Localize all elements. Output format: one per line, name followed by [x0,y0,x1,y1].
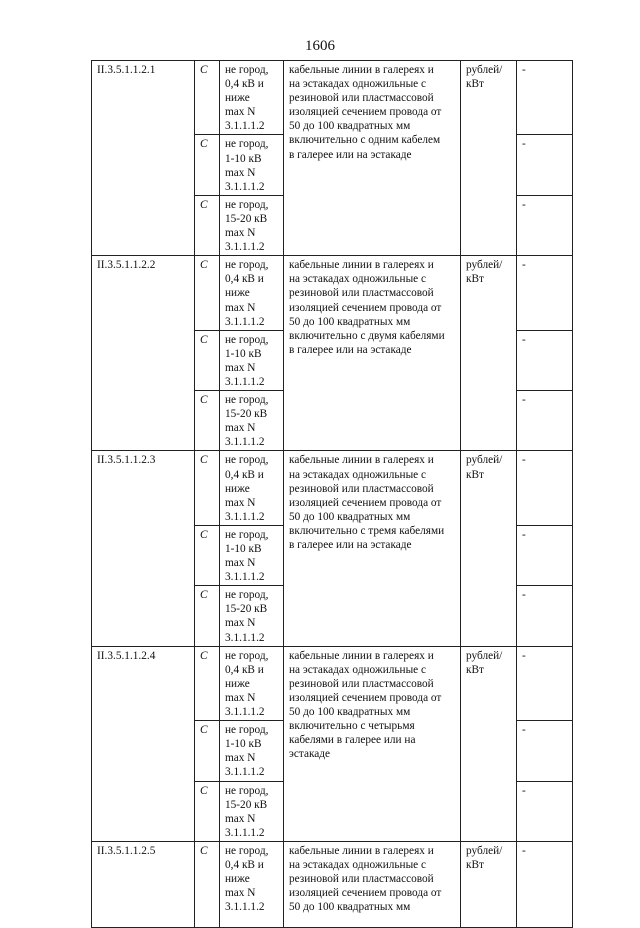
condition-line: 0,4 кВ и [225,273,264,286]
description-cell [284,451,461,646]
description-line: кабелями в галерее или на [289,734,416,747]
condition-line: 0,4 кВ и [225,468,264,481]
table-row [92,451,573,525]
condition-line: 15-20 кВ [225,603,268,616]
condition-line: не город, [225,844,269,857]
condition-line: 0,4 кВ и [225,663,264,676]
description-cell [284,61,461,256]
description-line: на эстакадах одножильные с [289,78,427,91]
category-mark: С [195,781,220,841]
condition-line: ниже [225,873,250,886]
condition-line: 1-10 кВ [225,152,262,165]
condition-line: 15-20 кВ [225,408,268,421]
item-code: II.3.5.1.1.2.4 [92,646,195,841]
condition-line: 1-10 кВ [225,738,262,751]
condition-line: не город, [225,259,269,272]
unit-line: рублей/ [466,259,503,272]
unit-cell [461,646,517,841]
condition-line: max N [225,166,256,179]
condition-cell [220,391,284,451]
description-line: резиновой или пластмассовой [289,873,434,886]
description-line: на эстакадах одножильные с [289,468,427,481]
condition-line: 0,4 кВ и [225,78,264,91]
unit-cell [461,61,517,256]
description-line: изоляцией сечением провода от [289,691,442,704]
description-line: на эстакадах одножильные с [289,273,427,286]
condition-line: max N [225,361,256,374]
value-cell: - [517,61,573,135]
description-line: в галерее или на эстакаде [289,343,412,356]
condition-line: max N [225,301,256,314]
condition-line: 15-20 кВ [225,212,268,225]
description-line: 50 до 100 квадратных мм [289,706,411,719]
table-row [92,841,573,927]
description-line: 50 до 100 квадратных мм [289,120,411,133]
condition-cell [220,330,284,390]
value-cell: - [517,781,573,841]
value-cell: - [517,451,573,525]
value-cell: - [517,256,573,330]
description-line: включительно с четырьмя [289,720,415,733]
unit-cell [461,841,517,927]
condition-line: 15-20 кВ [225,798,268,811]
condition-line: 3.1.1.1.2 [225,510,265,523]
category-mark: С [195,391,220,451]
table-row [92,256,573,330]
condition-cell [220,195,284,255]
condition-line: 1-10 кВ [225,543,262,555]
description-line: 50 до 100 квадратных мм [289,510,411,523]
category-mark: С [195,330,220,390]
value-cell: - [517,195,573,255]
condition-line: не город, [225,649,269,662]
description-line: резиновой или пластмассовой [289,92,434,105]
condition-line: не город, [225,589,269,602]
description-line: резиновой или пластмассовой [289,677,434,690]
value-cell: - [517,135,573,195]
description-line: кабельные линии в галереях и [289,649,434,662]
description-line: изоляцией сечением провода от [289,496,442,509]
description-line: включительно с одним кабелем [289,134,441,147]
condition-cell [220,646,284,720]
value-cell: - [517,525,573,585]
unit-line: рублей/ [466,649,503,662]
condition-cell [220,721,284,781]
category-mark: С [195,646,220,720]
condition-line: max N [225,106,256,119]
condition-cell [220,781,284,841]
description-cell [284,841,461,927]
description-line: на эстакадах одножильные с [289,663,427,676]
condition-line: max N [225,557,256,570]
category-mark: С [195,586,220,646]
condition-cell [220,525,284,585]
description-line: изоляцией сечением провода от [289,301,442,314]
condition-line: max N [225,887,256,900]
page-number: 1606 [305,38,335,54]
category-mark: С [195,195,220,255]
condition-line: ниже [225,92,250,105]
unit-line: рублей/ [466,454,503,467]
description-line: включительно с двумя кабелями [289,329,445,342]
condition-line: 3.1.1.1.2 [225,315,265,328]
description-line: резиновой или пластмассовой [289,482,434,495]
tariff-table [91,60,573,928]
unit-line: кВт [466,468,484,481]
description-line: 50 до 100 квадратных мм [289,901,411,914]
unit-cell [461,256,517,451]
value-cell: - [517,841,573,927]
condition-cell [220,841,284,927]
condition-line: 3.1.1.1.2 [225,826,265,839]
condition-line: max N [225,691,256,704]
description-line: кабельные линии в галереях и [289,844,434,857]
condition-line: 3.1.1.1.2 [225,766,265,779]
condition-line: 0,4 кВ и [225,858,264,871]
item-code: II.3.5.1.1.2.5 [92,841,195,927]
value-cell: - [517,330,573,390]
table-row [92,61,573,135]
condition-line: не город, [225,454,269,467]
item-code: II.3.5.1.1.2.2 [92,256,195,451]
description-line: в галерее или на эстакаде [289,148,412,161]
condition-line: max N [225,496,256,509]
category-mark: С [195,721,220,781]
description-line: в галерее или на эстакаде [289,539,412,551]
condition-line: 1-10 кВ [225,347,262,360]
condition-line: не город, [225,724,269,737]
condition-line: 3.1.1.1.2 [225,571,265,584]
condition-line: 3.1.1.1.2 [225,631,265,644]
condition-cell [220,586,284,646]
table-body [92,61,573,928]
description-line: кабельные линии в галереях и [289,259,434,272]
value-cell: - [517,586,573,646]
item-code: II.3.5.1.1.2.3 [92,451,195,646]
condition-line: max N [225,812,256,825]
condition-line: max N [225,422,256,435]
unit-line: кВт [466,78,484,91]
condition-line: ниже [225,287,250,300]
category-mark: С [195,525,220,585]
unit-line: кВт [466,663,484,676]
condition-line: ниже [225,677,250,690]
condition-line: max N [225,617,256,630]
condition-line: не город, [225,333,269,346]
condition-line: 3.1.1.1.2 [225,120,265,133]
value-cell: - [517,646,573,720]
condition-cell [220,135,284,195]
condition-line: не город, [225,394,269,407]
unit-cell [461,451,517,646]
description-line: резиновой или пластмассовой [289,287,434,300]
condition-line: 3.1.1.1.2 [225,241,265,254]
description-line: изоляцией сечением провода от [289,106,442,119]
condition-cell [220,256,284,330]
condition-cell [220,451,284,525]
description-line: эстакаде [289,748,331,761]
condition-line: 3.1.1.1.2 [225,180,265,193]
description-cell [284,256,461,451]
condition-line: max N [225,227,256,240]
description-line: кабельные линии в галереях и [289,454,434,467]
category-mark: С [195,451,220,525]
unit-line: кВт [466,273,484,286]
description-line: кабельные линии в галереях и [289,64,434,76]
unit-line: рублей/ [466,844,503,857]
unit-line: рублей/ [466,64,503,76]
description-line: на эстакадах одножильные с [289,858,427,871]
description-line: изоляцией сечением провода от [289,887,442,900]
category-mark: С [195,841,220,927]
condition-line: 3.1.1.1.2 [225,375,265,388]
condition-line: не город, [225,528,269,541]
condition-cell [220,61,284,135]
item-code: II.3.5.1.1.2.1 [92,61,195,256]
condition-line: 3.1.1.1.2 [225,706,265,719]
condition-line: не город, [225,198,269,211]
value-cell: - [517,721,573,781]
unit-line: кВт [466,858,484,871]
condition-line: 3.1.1.1.2 [225,436,265,449]
description-cell [284,646,461,841]
condition-line: не город, [225,784,269,797]
condition-line: не город, [225,64,269,76]
condition-line: 3.1.1.1.2 [225,901,265,914]
condition-line: не город, [225,138,269,151]
category-mark: С [195,256,220,330]
table-row [92,646,573,720]
description-line: включительно с тремя кабелями [289,524,445,537]
description-line: 50 до 100 квадратных мм [289,315,411,328]
category-mark: С [195,61,220,135]
value-cell: - [517,391,573,451]
condition-line: ниже [225,482,250,495]
condition-line: max N [225,752,256,765]
category-mark: С [195,135,220,195]
